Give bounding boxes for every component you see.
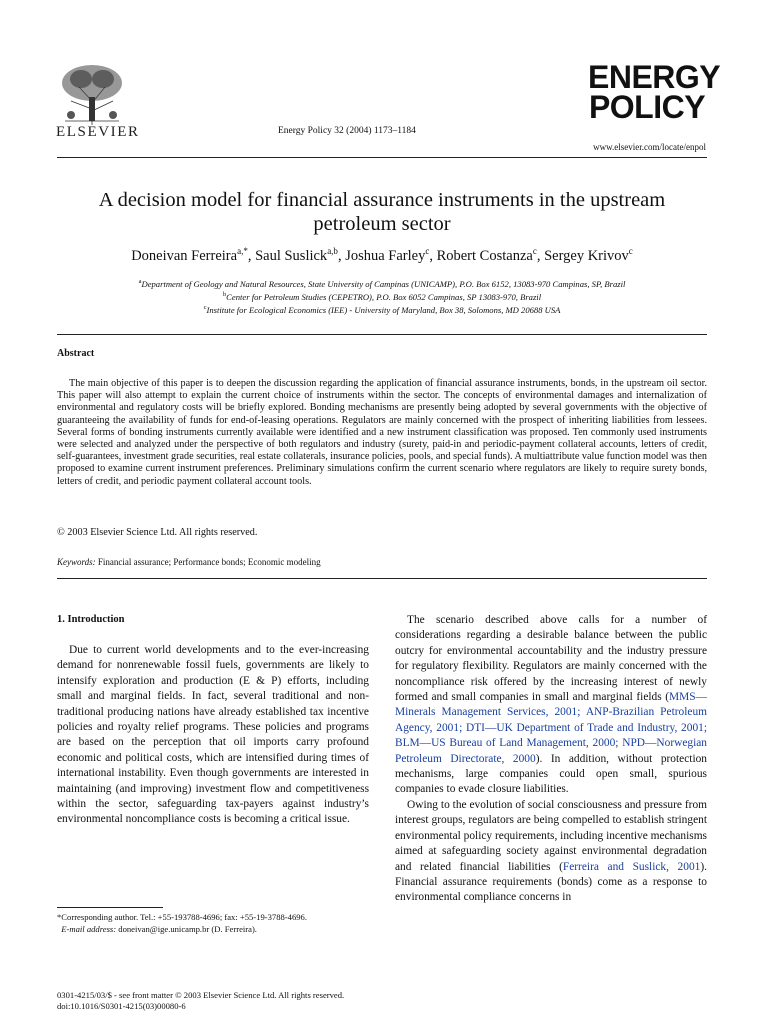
body-paragraph: Due to current world developments and to the ever-increasing demand for nonrenewable fossil fuels, governments are likely to intensify exploration and production (E & P) efforts, including small and marginal fields. In fact, several traditional and non-traditional producing nations have already established tax incentive policies and royalty relief programs. These policies and programs are based on the perception that oil imports carry profound economic and political costs, which are intensified during times of international instability. Even though governments are interested in maintaining (and improving) investment flow and competitiveness within the sector, safeguarding tax-payers against industry’s environmental noncompliance costs is becoming a critical issue. — [57, 644, 369, 826]
reference-link[interactable]: Ferreira and Suslick, 2001 — [562, 860, 701, 873]
affiliation-superscript: a — [138, 278, 142, 285]
issn-line: 0301-4215/03/$ - see front matter © 2003 Elsevier Science Ltd. All rights reserved. — [57, 990, 345, 1000]
footnote-email-line — [57, 924, 369, 936]
author-superscript: c — [628, 246, 633, 256]
journal-citation: Energy Policy 32 (2004) 1173–1184 — [278, 126, 416, 136]
affiliation-superscript: b — [222, 291, 227, 298]
section-heading: 1. Introduction — [57, 614, 125, 625]
affiliation-text: Department of Geology and Natural Resources, State University of Campinas (UNICAMP), P.O. Box 6152, 13083-970 Campinas, SP, Brazil — [141, 278, 626, 289]
journal-logo-line1: ENERGY — [588, 59, 721, 95]
abstract-divider — [57, 334, 707, 335]
author-name: Robert Costanza — [436, 247, 533, 264]
elsevier-tree-logo — [57, 61, 127, 127]
abstract-heading: Abstract — [57, 348, 95, 359]
abstract-text: The main objective of this paper is to deepen the discussion regarding the application of financial assurance instruments, bonds, in the upstream oil sector. This paper will also attempt to explain the current choice of instruments within the sector. The concepts of environmental damages and internalization of environmental and regulatory costs will be briefly explored. Bonding mechanisms are presently being adopted by several governments with the objective of guaranteeing the availability of funds for end-of-leasing operations. Regulators are mainly concerned with the prospect of inheriting liabilities from lessees. Several forms of bonding instruments currently available were identified and a new instrument classification was proposed. Ten commonly used instruments were selected and analyzed under the perspective of both regulators and industry (surety, paid-in and periodic-payment collateral accounts, letters of credit, self-guarantees, investment grade securities, real estate collaterals, insurance policies, pools, and special funds). A multiattribute value function model was then proposed to examine current instrument preferences. Preliminary simulations confirm the current scenario where regulators are likely to require surety bonds, letters of credit, and periodic payment collateral account tools. — [57, 378, 707, 487]
header-divider — [57, 157, 707, 158]
author-superscript: c — [532, 246, 537, 256]
author-name: Doneivan Ferreira — [131, 247, 238, 264]
affiliation — [57, 276, 707, 290]
body-paragraph — [395, 798, 707, 906]
abstract-copyright: © 2003 Elsevier Science Ltd. All rights reserved. — [57, 527, 258, 538]
body-paragraph — [395, 613, 707, 798]
paragraph-text: ). In addition, without protection mechanisms, large companies could open small, spurious companies to evade closure liabilities. — [395, 752, 707, 796]
left-column — [57, 643, 369, 828]
footnote — [57, 912, 369, 935]
author-superscript: c — [425, 246, 430, 256]
reference-link[interactable]: MMS—Minerals Management Services, 2001; ANP-Brazilian Petroleum Agency, 2001; DTI—UK Department of Trade and Industry, 2001; BLM—US Bureau of Land Management, 2000; NPD—Norwegian Petroleum Directorate, 2000 — [395, 691, 707, 765]
author-name: Sergey Krivov — [544, 247, 629, 264]
paragraph-text: ). Financial assurance requirements (bonds) come as a response to environmental compliance concerns in — [395, 860, 707, 904]
keywords-label: Keywords: — [57, 557, 96, 567]
keywords-divider — [57, 578, 707, 579]
footnote-email-label: E-mail address: — [61, 923, 117, 934]
affiliation — [57, 289, 707, 303]
paragraph-text: The scenario described above calls for a number of considerations regarding a desirable balance between the public outcry for environmental accountability and the industry pressure for regulatory flexibility. Regulators are mainly concerned with the noncompliance risk offered by the increasing interest of newly formed and small companies in small and marginal fields ( — [395, 614, 707, 704]
journal-logo — [588, 59, 721, 126]
paragraph-text: Owing to the evolution of social consciousness and pressure from interest groups, regulators are being compelled to establish stringent environmental policy requirements, including incentive mechanisms aimed at safeguarding society against environmental degradation and related financial liabilities ( — [395, 798, 707, 873]
publisher-name: ELSEVIER — [56, 124, 140, 140]
article-title: A decision model for financial assurance instruments in the upstream petroleum sector — [98, 189, 666, 235]
footnote-divider — [57, 907, 163, 908]
footnote-email[interactable]: doneivan@ige.unicamp.br (D. Ferreira). — [118, 923, 257, 934]
affiliation-text: Institute for Ecological Economics (IEE) - University of Maryland, Box 38, Solomons, MD 20688 USA — [206, 304, 561, 315]
author-list: Doneivan Ferreira$^{a,*}$, Saul Suslick$^{a,b}$, Joshua Farley$^c$, Robert Costanza$^c$, Sergey Krivov$^c$ — [131, 246, 633, 264]
keywords — [57, 557, 321, 567]
doi-line[interactable]: doi:10.1016/S0301-4215(03)00080-6 — [57, 1001, 186, 1011]
author-name: Saul Suslick — [255, 247, 328, 264]
keywords-text: Financial assurance; Performance bonds; Economic modeling — [97, 557, 321, 567]
affiliation — [57, 302, 707, 316]
affiliation-superscript: c — [203, 304, 207, 311]
journal-logo-line2: POLICY — [588, 89, 706, 126]
right-column — [395, 613, 707, 906]
footnote-author: *Corresponding author. Tel.: +55-193788-4696; fax: +55-19-3788-4696. — [57, 912, 308, 922]
affiliation-text: Center for Petroleum Studies (CEPETRO), P.O. Box 6052 Campinas, SP 13083-970, Brazil — [226, 291, 542, 302]
author-superscript: a,* — [237, 246, 248, 256]
front-matter — [57, 990, 344, 1012]
journal-url[interactable]: www.elsevier.com/locate/enpol — [593, 142, 706, 152]
author-name: Joshua Farley — [345, 247, 426, 264]
author-superscript: a,b — [327, 246, 338, 256]
